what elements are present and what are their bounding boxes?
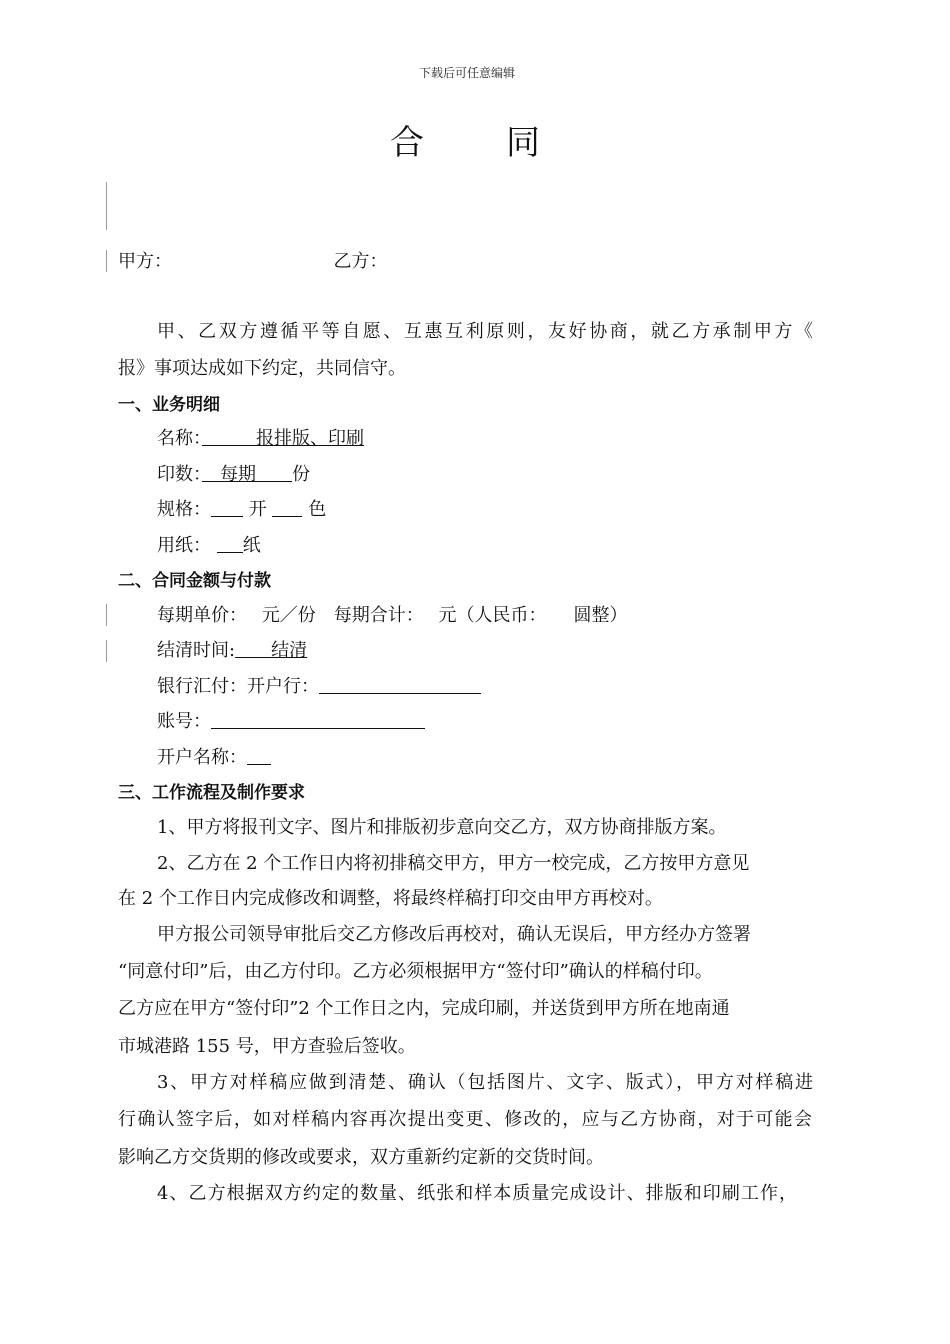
settle-line [157,638,307,664]
approval-line-4: 市城港路 155 号，甲方查验后签收。 [118,1036,416,1057]
item-name [157,426,364,452]
spec-blank-2 [272,498,302,517]
print-unit: 份 [292,464,310,485]
account-label: 账号： [157,711,211,732]
name-value: 报排版、印刷 [202,428,364,449]
print-label: 印数： [157,464,202,485]
paper-blank [217,534,243,553]
section-heading-3: 三、工作流程及制作要求 [118,783,305,803]
workflow-item-1: 1、甲方将报刊文字、图片和排版初步意向交乙方，双方协商排版方案。 [157,817,727,838]
margin-mark [106,640,107,662]
party-a-label: 甲方： [118,251,172,272]
workflow-item-3-line-2: 行确认签字后，如对样稿内容再次提出变更、修改的，应与乙方协商，对于可能会 [118,1109,812,1130]
header-note: 下载后可任意编辑 [418,66,515,80]
price-line: 每期单价： 元／份 每期合计： 元（人民币： 圆整） [157,605,628,626]
contract-title [0,115,934,164]
workflow-item-2-line-1: 2、乙方在 2 个工作日内将初排稿交甲方，甲方一校完成，乙方按甲方意见 [157,853,750,874]
margin-mark [106,250,107,272]
item-spec [157,497,326,523]
workflow-item-4-line-1: 4、乙方根据双方约定的数量、纸张和样本质量完成设计、排版和印刷工作， [157,1183,797,1204]
bank-label: 银行汇付：开户行： [157,676,319,697]
section-heading-2: 二、合同金额与付款 [118,571,271,591]
bank-line [157,674,481,700]
account-name-label: 开户名称： [157,747,247,768]
parties-line [118,249,387,275]
approval-line-3: 乙方应在甲方“签付印”2 个工作日之内，完成印刷，并送货到甲方所在地南通 [118,998,730,1019]
margin-mark [106,182,107,230]
workflow-item-2-line-2: 在 2 个工作日内完成修改和调整，将最终样稿打印交由甲方再校对。 [118,888,663,909]
workflow-item-3-line-3: 影响乙方交货期的修改或要求，双方重新约定新的交货时间。 [118,1147,604,1168]
spec-blank-1 [211,498,243,517]
account-name-line [157,745,271,771]
party-b-label: 乙方： [333,251,388,272]
spec-label: 规格： [157,499,211,520]
section-heading-1: 一、业务明细 [118,395,220,415]
name-label: 名称： [157,428,202,449]
print-value: 每期 [202,464,292,485]
settle-label: 结清时间: [157,640,236,661]
title-char-left: 合 [390,123,428,163]
item-print-count [157,462,310,488]
settle-value: 结清 [235,640,308,661]
account-line [157,709,425,735]
margin-mark [106,604,107,626]
paper-end: 纸 [242,535,261,556]
workflow-item-3-line-1: 3、甲方对样稿应做到清楚、确认（包括图片、文字、版式），甲方对样稿进 [157,1072,813,1093]
spec-mid: 开 [248,499,267,520]
spec-end: 色 [308,499,327,520]
approval-line-1: 甲方报公司领导审批后交乙方修改后再校对，确认无误后，甲方经办方签署 [157,924,751,945]
bank-blank [319,675,481,694]
approval-line-2: “同意付印”后，由乙方付印。乙方必须根据甲方“签付印”确认的样稿付印。 [118,961,713,982]
account-name-blank [247,746,271,765]
paper-label: 用纸： [157,535,211,556]
item-paper [157,533,261,559]
account-blank [211,710,425,729]
intro-line-2: 报》事项达成如下约定，共同信守。 [118,358,406,379]
intro-line-1: 甲、乙双方遵循平等自愿、互惠互利原则，友好协商，就乙方承制甲方《 [157,321,813,342]
title-char-right: 同 [506,123,544,163]
